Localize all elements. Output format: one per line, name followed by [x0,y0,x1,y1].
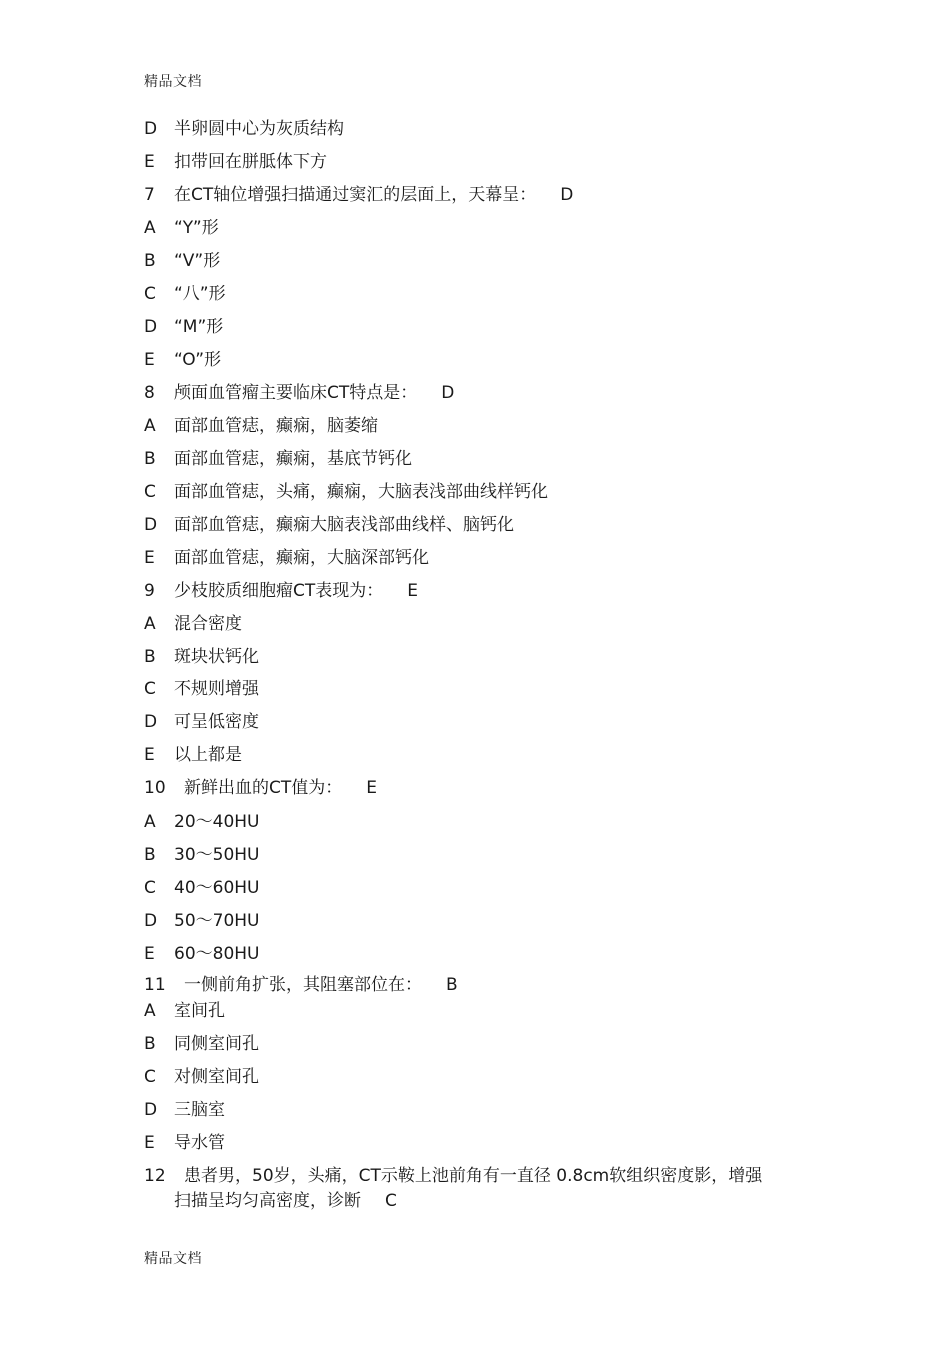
item-text: 患者男，50岁，头痛，CT示鞍上池前角有一直径 0.8cm软组织密度影，增强 [184,1166,763,1186]
text-line [144,1132,225,1154]
text-line [144,811,260,833]
item-text: “O”形 [174,350,222,370]
item-label: D [144,1100,158,1120]
text-line [144,877,260,899]
item-label: E [144,350,155,370]
item-text: 扣带回在胼胝体下方 [174,152,327,172]
text-line [144,580,418,602]
text-line [144,678,259,700]
item-text: 半卵圆中心为灰质结构 [174,119,344,139]
item-text: “V”形 [174,251,221,271]
text-line [144,316,223,338]
item-label: B [144,845,156,865]
item-label: A [144,614,156,634]
text-line [144,646,259,668]
text-line [144,1190,397,1212]
text-line [144,744,242,766]
text-line [144,250,220,272]
item-text: 以上都是 [174,745,242,765]
text-line [144,910,260,932]
text-line [144,184,573,206]
item-label: E [144,745,155,765]
text-line [144,711,259,733]
item-label: D [144,515,158,535]
text-line [144,448,412,470]
item-text: 面部血管痣，头痛，癫痫，大脑表浅部曲线样钙化 [174,482,548,502]
text-line [144,349,221,371]
text-line [144,943,260,965]
text-line [144,415,378,437]
text-line [144,1066,259,1088]
text-line [144,151,327,173]
item-text: 三脑室 [174,1100,225,1120]
item-label: A [144,1001,156,1021]
item-text: “Y”形 [174,218,219,238]
answer-key: E [407,581,419,601]
text-line [144,974,458,996]
item-text: 20～40HU [174,812,260,832]
text-line [144,844,260,866]
item-label: D [144,911,158,931]
item-text: 扫描呈均匀高密度，诊断 [174,1191,361,1211]
item-label: B [144,449,156,469]
item-label: C [144,482,156,502]
item-label: D [144,712,158,732]
item-label: B [144,647,156,667]
item-label: 8 [144,383,155,403]
text-line [144,1099,225,1121]
page-header: 精品文档 [144,74,202,90]
item-label: 7 [144,185,155,205]
text-line [144,547,429,569]
item-label: 11 [144,975,166,995]
item-text: 室间孔 [174,1001,225,1021]
item-label: 12 [144,1166,166,1186]
item-label: A [144,416,156,436]
item-text: 面部血管痣，癫痫大脑表浅部曲线样、脑钙化 [174,515,514,535]
item-label: C [144,679,156,699]
item-text: 在CT轴位增强扫描通过窦汇的层面上，天幕呈： [174,185,537,205]
item-label: C [144,878,156,898]
item-text: “M”形 [174,317,224,337]
item-text: 60～80HU [174,944,260,964]
item-label: B [144,251,156,271]
item-text: 混合密度 [174,614,242,634]
answer-key: C [385,1191,397,1211]
item-text: 同侧室间孔 [174,1034,259,1054]
item-text: 导水管 [174,1133,225,1153]
item-text: 不规则增强 [174,679,259,699]
item-text: 面部血管痣，癫痫，基底节钙化 [174,449,412,469]
answer-key: D [560,185,574,205]
item-text: 对侧室间孔 [174,1067,259,1087]
item-text: 30～50HU [174,845,260,865]
answer-key: D [441,383,455,403]
item-text: “八”形 [174,284,226,304]
item-label: E [144,1133,155,1153]
item-label: D [144,317,158,337]
item-text: 新鲜出血的CT值为： [184,778,343,798]
page-footer: 精品文档 [144,1251,202,1267]
item-label: C [144,284,156,304]
item-text: 斑块状钙化 [174,647,259,667]
item-label: E [144,548,155,568]
answer-key: B [446,975,458,995]
item-label: 10 [144,778,166,798]
item-text: 少枝胶质细胞瘤CT表现为： [174,581,384,601]
item-text: 可呈低密度 [174,712,259,732]
text-line [144,1165,762,1187]
text-line [144,1033,259,1055]
text-line [144,217,219,239]
answer-key: E [366,778,378,798]
item-label: C [144,1067,156,1087]
text-line [144,118,344,140]
item-label: A [144,812,156,832]
item-text: 40～60HU [174,878,260,898]
text-line [144,777,377,799]
item-label: A [144,218,156,238]
text-line [144,613,242,635]
item-text: 一侧前角扩张，其阻塞部位在： [184,975,422,995]
text-line [144,283,226,305]
item-text: 50～70HU [174,911,260,931]
text-line [144,382,454,404]
item-label: 9 [144,581,155,601]
text-line [144,514,514,536]
item-text: 面部血管痣，癫痫，大脑深部钙化 [174,548,429,568]
item-label: D [144,119,158,139]
item-label: E [144,152,155,172]
text-line [144,1000,225,1022]
text-line [144,481,548,503]
item-text: 颅面血管瘤主要临床CT特点是： [174,383,418,403]
item-label: B [144,1034,156,1054]
item-text: 面部血管痣，癫痫，脑萎缩 [174,416,378,436]
item-label: E [144,944,155,964]
